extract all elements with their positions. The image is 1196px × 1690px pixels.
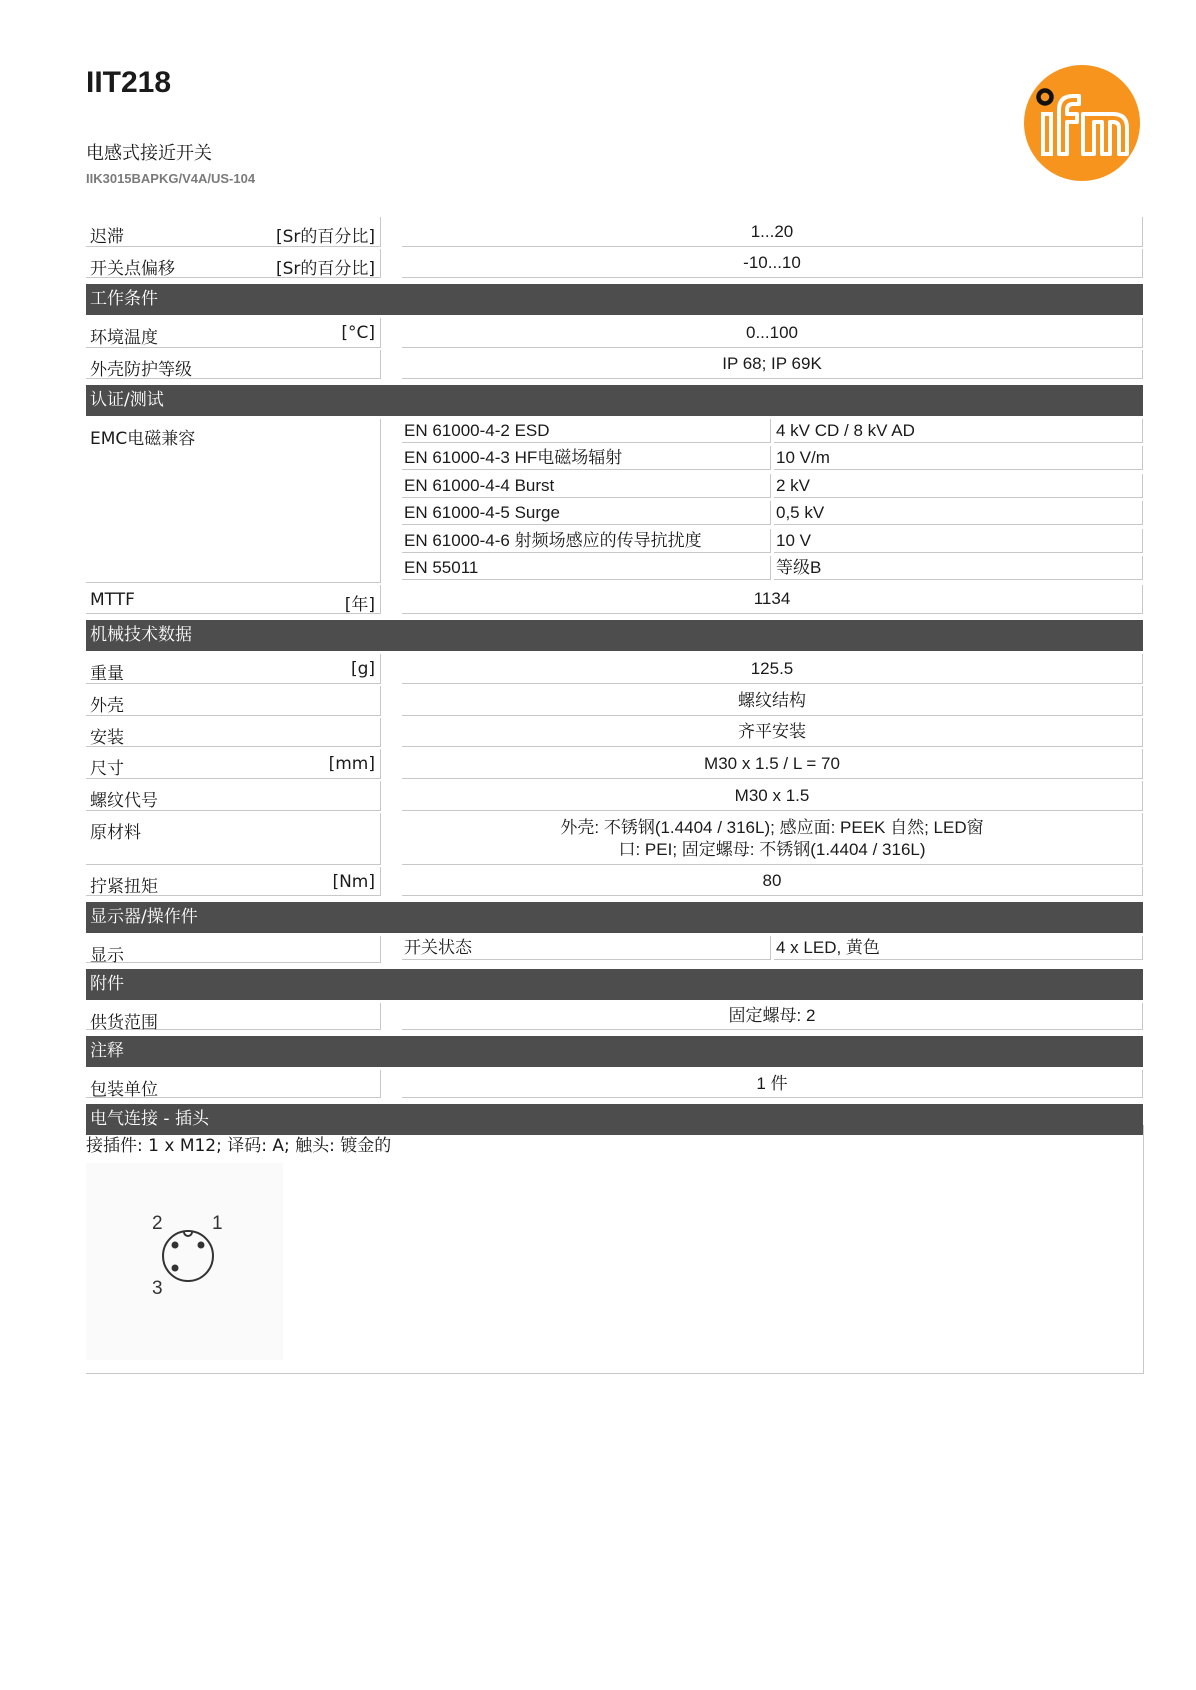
- product-subtitle: 电感式接近开关: [86, 143, 212, 164]
- row-value: 固定螺母: 2: [728, 1006, 816, 1025]
- row-unit: [Sr的百分比]: [275, 259, 375, 279]
- row-label: EMC电磁兼容: [90, 429, 196, 449]
- row-unit: [Sr的百分比]: [275, 227, 375, 247]
- spec-row-hysteresis: [86, 217, 1143, 249]
- emc-value: 10 V: [774, 529, 1143, 553]
- row-label: 供货范围: [90, 1013, 158, 1033]
- section-header-connection: 电气连接 - 插头: [86, 1104, 1143, 1135]
- emc-subrow: [402, 529, 1143, 555]
- section-header-mechanical: 机械技术数据: [86, 620, 1143, 651]
- section-header-accessories: 附件: [86, 969, 1143, 1000]
- pin-label-2: 2: [152, 1213, 163, 1234]
- row-unit: [年]: [344, 595, 375, 615]
- section-header-display: 显示器/操作件: [86, 902, 1143, 933]
- pin-label-1: 1: [212, 1213, 223, 1234]
- connection-panel: [86, 1125, 1144, 1374]
- row-label: 原材料: [90, 823, 141, 843]
- row-value: 1...20: [750, 221, 794, 241]
- spec-row-weight: [86, 654, 1143, 686]
- row-label: 安装: [90, 728, 124, 748]
- section-header-remarks: 注释: [86, 1036, 1143, 1067]
- row-label: 尺寸: [90, 759, 124, 779]
- row-value: 螺纹结构: [738, 690, 806, 710]
- spec-row-materials: [86, 813, 1143, 867]
- row-label: 包装单位: [90, 1080, 158, 1100]
- pin-label-3: 3: [152, 1278, 163, 1299]
- spec-row-display: [86, 936, 1143, 965]
- row-value: 80: [762, 871, 782, 890]
- emc-standard: EN 61000-4-5 Surge: [402, 501, 771, 525]
- row-unit: [mm]: [328, 754, 375, 774]
- row-label: 外壳防护等级: [90, 360, 192, 380]
- row-label: 螺纹代号: [90, 791, 158, 811]
- row-value: 125.5: [750, 658, 794, 678]
- spec-row-thread: [86, 781, 1143, 813]
- row-value: 齐平安装: [738, 722, 806, 741]
- emc-standard: EN 61000-4-4 Burst: [402, 474, 771, 498]
- row-unit: [Nm]: [332, 872, 375, 892]
- emc-subrow: [402, 501, 1143, 527]
- spec-row-mttf: [86, 585, 1143, 616]
- row-label: 迟滞: [90, 227, 124, 247]
- row-unit: [°C]: [341, 323, 375, 343]
- emc-subrow: [402, 446, 1143, 472]
- row-value: 外壳: 不锈钢(1.4404 / 316L); 感应面: PEEK 自然; LED窗口: PEI; 固定螺母: 不锈钢(1.4404 / 316L): [560, 817, 984, 859]
- section-header-approvals: 认证/测试: [86, 385, 1143, 416]
- row-label: 开关点偏移: [90, 259, 175, 279]
- row-value: 0...100: [746, 322, 798, 342]
- emc-value: 10 V/m: [774, 446, 1143, 470]
- row-label: MTTF: [90, 590, 135, 610]
- row-value: IP 68; IP 69K: [722, 354, 822, 373]
- row-value: M30 x 1.5: [734, 785, 810, 805]
- spec-row-torque: [86, 867, 1143, 898]
- display-subrow: [402, 936, 1143, 962]
- pin-diagram: [86, 1163, 283, 1360]
- spec-row-housing: [86, 686, 1143, 718]
- emc-subrow: [402, 419, 1143, 445]
- spec-row-dimensions: [86, 749, 1143, 781]
- row-unit: [g]: [350, 659, 375, 679]
- emc-value: 4 kV CD / 8 kV AD: [774, 419, 1143, 443]
- product-title: IIT218: [86, 66, 172, 99]
- emc-standard: EN 61000-4-3 HF电磁场辐射: [402, 446, 771, 470]
- row-value: M30 x 1.5 / L = 70: [704, 753, 840, 773]
- emc-standard: EN 61000-4-6 射频场感应的传导抗扰度: [402, 529, 771, 553]
- article-code: IIK3015BAPKG/V4A/US-104: [86, 171, 256, 186]
- ifm-logo: [1023, 64, 1141, 182]
- row-label: 重量: [90, 664, 124, 684]
- spec-row-switch-point-drift: [86, 249, 1143, 280]
- display-key: 开关状态: [402, 936, 771, 960]
- row-label: 拧紧扭矩: [90, 877, 158, 897]
- emc-standard: EN 61000-4-2 ESD: [402, 419, 771, 443]
- spec-row-ambient-temp: [86, 318, 1143, 350]
- spec-table: [86, 217, 1143, 1138]
- section-header-operating: 工作条件: [86, 284, 1143, 315]
- spec-row-mounting: [86, 718, 1143, 749]
- row-label: 外壳: [90, 696, 124, 716]
- spec-row-packaging-unit: [86, 1070, 1143, 1100]
- display-value: 4 x LED, 黄色: [774, 936, 1143, 960]
- row-label: 环境温度: [90, 328, 158, 348]
- row-label: 显示: [90, 946, 124, 966]
- row-value: -10...10: [743, 253, 801, 272]
- emc-standard: EN 55011: [402, 556, 771, 580]
- spec-row-protection: [86, 350, 1143, 381]
- connection-description: 接插件: 1 x M12; 译码: A; 触头: 镀金的: [86, 1136, 392, 1156]
- row-value: 1134: [753, 589, 791, 608]
- spec-row-emc: [86, 419, 1143, 585]
- row-value: 1 件: [756, 1073, 788, 1093]
- emc-subrow: [402, 556, 1143, 582]
- emc-subrow: [402, 474, 1143, 500]
- emc-value: 2 kV: [774, 474, 1143, 498]
- spec-row-scope-of-delivery: [86, 1003, 1143, 1032]
- emc-value: 0,5 kV: [774, 501, 1143, 525]
- emc-value: 等级B: [774, 556, 1143, 580]
